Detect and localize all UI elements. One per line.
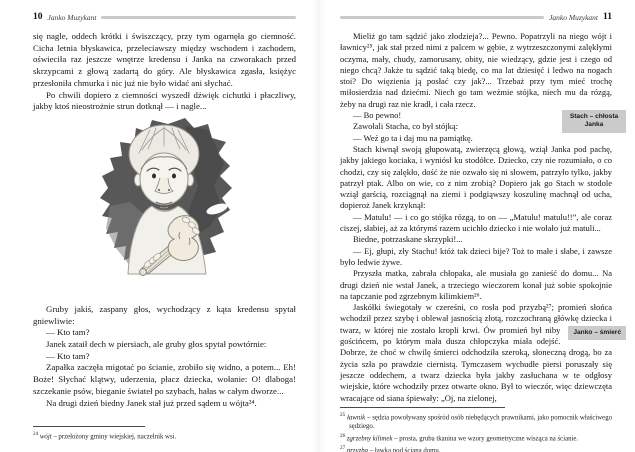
running-title: Janko Muzykant	[549, 12, 599, 22]
footnote-term: przyzba	[346, 446, 369, 452]
footnote-rule	[33, 426, 145, 427]
footnote-number: 25	[340, 411, 346, 418]
footnote-term: ławnik	[347, 414, 366, 422]
paragraph: Zawołali Stacha, co był stójką:	[353, 121, 459, 132]
footnote-text: – przełożony gminy wiejskiej, naczelnik wsi.	[53, 433, 177, 441]
footnote-number: 26	[340, 432, 346, 439]
paragraph: Stach kiwnął swoją głupowatą, zwierzęcą głową, wziął Janka pod pachę, jakby jakiego kociaka, i wyniósł ku stodółce. Dziecko, czy nie rozumiało, o co chodzi, czy się zalękło, dość że nie ozwało się ni słowem, patrzyło tylko, jakby patrzył ptak. Albo on wie, co z nim zrobią? Dopiero jak go Stach w stodole wziął garścią, rozciągnął na ziemi i podgiąwszy koszulinę machnął od ucha, dopieroż Janek krzyknął:	[340, 143, 612, 211]
footnote-text: – sędzia powoływany spośród osób niebędących prawnikami, jako pomocnik właściwego sędziego.	[349, 414, 612, 430]
footnote-term: wójt	[39, 433, 52, 441]
footnote	[33, 430, 296, 442]
page-body-right	[340, 31, 621, 404]
paragraph: Na drugi dzień biedny Janek stał już przed sądem u wójta²⁴.	[46, 397, 257, 408]
header-rule	[101, 16, 296, 19]
margin-note-stach: Stach – chłosta Janka	[562, 110, 626, 133]
page-number: 10	[33, 12, 43, 22]
paragraph: — Weź go ta i daj mu na pamiątkę.	[353, 132, 473, 143]
footnote	[340, 444, 612, 452]
page-body-left	[33, 31, 296, 409]
page-number: 11	[603, 12, 612, 22]
paragraph-text: — Bo pewno!	[353, 110, 402, 121]
page-header-right	[340, 12, 612, 22]
footnote	[340, 411, 612, 432]
paragraph: się nagle, oddech krótki i świszczący, przy tym ogarnęła go ciemność. Cicha letnia błyskawica, przeleciawszy między wschodem i zachodem, oświeciła raz jeszcze wnętrze kredensu i Janka na czworakach przed skrzypcami z głową zadartą do góry. Ale błyskawica zgasła, księżyc przesłoniła chmurka i nic już nie było widać ani słychać.	[33, 31, 296, 88]
illustration-janko-violin	[88, 116, 242, 302]
paragraph: Janek zataił dech w piersiach, ale gruby głos spytał powtórnie:	[46, 339, 267, 350]
paragraph: — Matulu! — i co go stójka rózgą, to on — „Matulu! matulu!!”, ale coraz ciszej, słabiej, aż za którymś razem ucichło dziecko i nie wołało już matuli...	[340, 211, 612, 234]
paragraph: Zapałka zaczęła migotać po ścianie, zrobiło się widno, a potem... Eh! Boże! Słychać klątwy, uderzenia, płacz dziecka, wołanie: O! dlaboga! szczekanie psów, bieganie świateł po szybach, hałas w całym dworze...	[33, 362, 296, 396]
page-right	[340, 12, 621, 452]
footnote-text: – ławka pod ścianą domu.	[369, 446, 441, 452]
footnote-number: 27	[340, 444, 346, 451]
paragraph	[340, 302, 621, 404]
janko-violin-sketch	[88, 116, 242, 302]
footnote	[340, 432, 612, 444]
running-title: Janko Muzykant	[47, 12, 97, 22]
header-rule	[340, 16, 544, 19]
page-header-left	[33, 12, 296, 22]
footnote-number: 24	[33, 430, 39, 437]
footnote-rule	[340, 407, 505, 408]
footnote-term: zgrzebny kilimek	[346, 434, 393, 442]
paragraph: — Kto tam?	[46, 350, 90, 361]
paragraph: — Kto tam?	[46, 327, 90, 338]
page-gutter	[312, 0, 326, 452]
paragraph: Gruby jakiś, zaspany głos, wychodzący z kąta kredensu spytał gniewliwie:	[33, 303, 296, 326]
footnote-text: – prosta, gruba tkanina we wzory geometryczne wisząca na ścianie.	[394, 434, 579, 442]
paragraph: — Ej, głupi, zły Stachu! któż tak dzieci bije? Toż to małe i słabe, i zawsze było ledwie żywe.	[340, 245, 612, 267]
paragraph: Mieliż go tam sądzić jako złodzieja?... Pewno. Popatrzyli na niego wójt i ławnicy²⁵, jak stał przed nimi z palcem w gębie, z wytrzeszczonymi zalękłymi oczyma, mały, chudy, zamorusany, obity, nie wiedzący, gdzie jest i czego od niego chcą? Jakże tu sądzić taką biedę, co ma lat dziesięć i ledwo na nogach stoi? Do więzienia ją posłać czy jak?... Trzebaż przy tym mieć trochę miłosierdzia nad dziećmi. Niech go tam weźmie stójka, niech mu da rózgą, żeby na drugi raz nie kradł, i cała rzecz.	[340, 31, 612, 109]
paragraph-text: Ów promień był niby gościńcem, po którym mała dusza chłopczyka miała odejść. Dobrze, że choć w chwilę śmierci odchodziła szeroką, słoneczną drogą, bo za życia szła po prawdzie ciernistą. Tymczasem wychudłe piersi poruszały się jeszcze oddechem, a twarz dziecka była jakby zasłuchana w te odgłosy wiejskie, które wchodziły przez otwarte okno. Był to wieczór, więc dziewczęta wracające od siana śpiewały: „Oj, na zielonej,	[340, 324, 612, 403]
paragraph: Przyszła matka, zabrała chłopaka, ale musiała go zanieść do domu... Na drugi dzień nie wstał Janek, a trzeciego wieczorem konał już sobie spokojnie na tapczanie pod zgrzebnym kilimkiem²⁶.	[340, 268, 612, 301]
paragraph: Biedne, potrzaskane skrzypki!...	[353, 234, 463, 245]
paragraph-text: Jaskółki świegotały w czereśni, co rosła pod przyzbą²⁷; promień słońca wchodził przez szybę i oblewał jasnością złotą, rozczochraną główkę dziecka i twarz, w której nie zostało kropli krwi.	[340, 302, 612, 335]
footnotes-right	[340, 404, 612, 452]
paragraph: Po chwili dopiero z ciemności wyszedł dźwięk cichutki i płaczliwy, jakby ktoś nieostrożnie strun dotknął — i nagle...	[33, 89, 296, 112]
page-left	[33, 12, 296, 442]
margin-note-janko-death: Janko – śmierć	[568, 326, 626, 340]
footnotes-left	[33, 423, 296, 442]
